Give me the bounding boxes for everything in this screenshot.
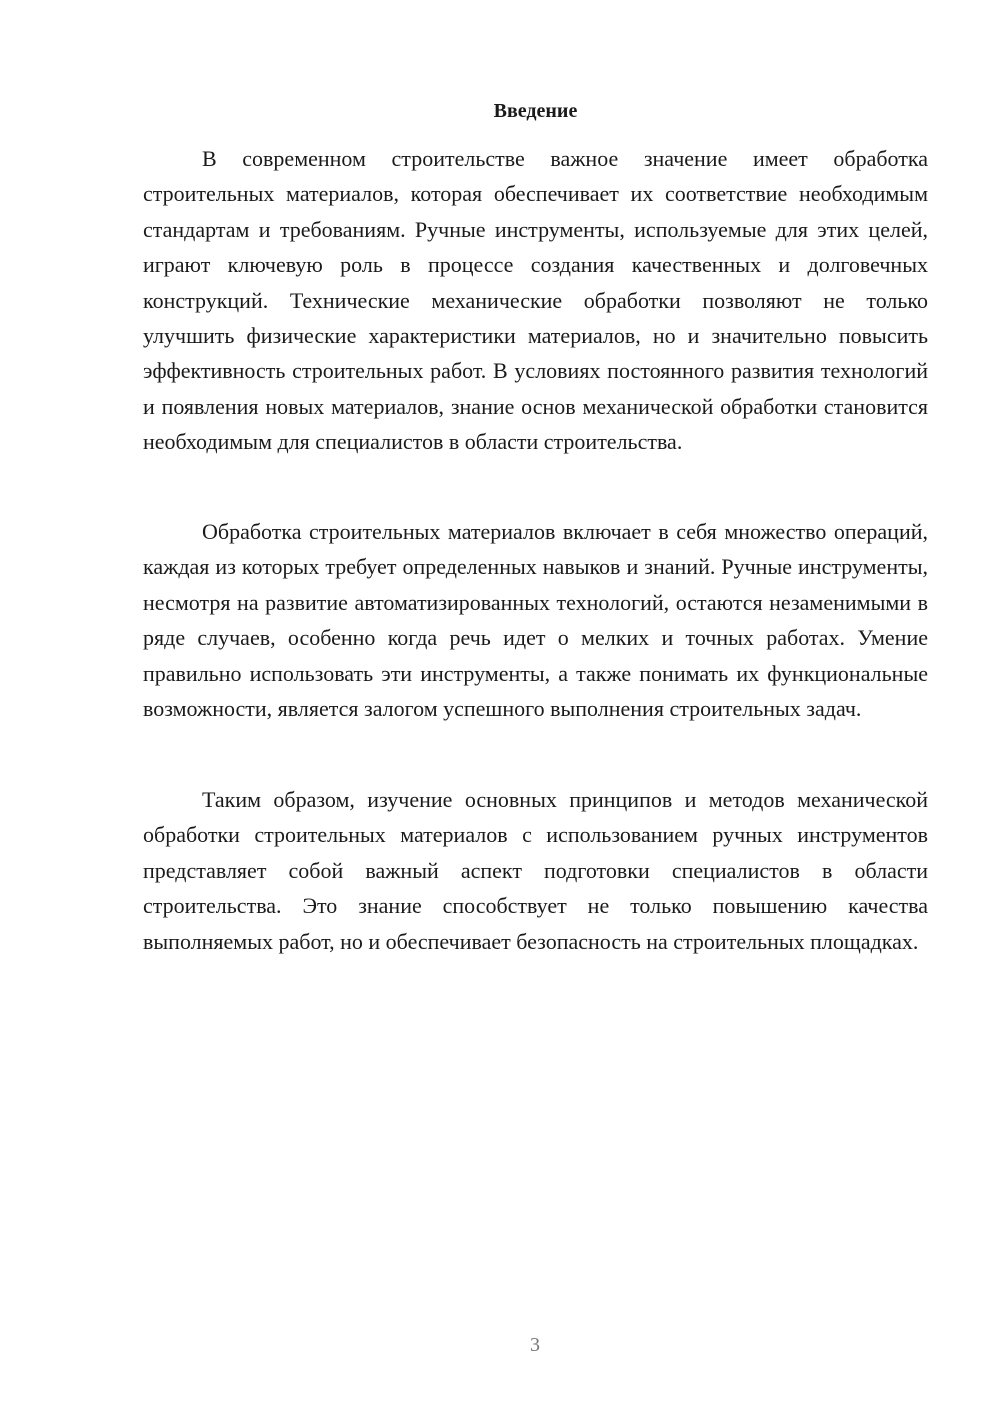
paragraph-1: В современном строительстве важное значение имеет обработка строительных материалов, которая обеспечивает их соответствие необходимым стандартам и требованиям. Ручные инструменты, используемые для этих целей, играют ключевую роль в процессе создания качественных и долговечных конструкций. Технические механические обработки позволяют не только улучшить физические характеристики материалов, но и значительно повысить эффективность строительных работ. В условиях постоянного развития технологий и появления новых материалов, знание основ механической обработки становится необходимым для специалистов в области строительства. — [143, 146, 928, 455]
page-number: 3 — [530, 1334, 540, 1356]
paragraph-2: Обработка строительных материалов включает в себя множество операций, каждая из которых требует определенных навыков и знаний. Ручные инструменты, несмотря на развитие автоматизированных технологий, остаются незаменимыми в ряде случаев, особенно когда речь идет о мелких и точных работах. Умение правильно использовать эти инструменты, а также понимать их функциональные возможности, является залогом успешного выполнения строительных задач. — [143, 519, 928, 722]
section-title: Введение — [493, 100, 578, 122]
paragraph-3: Таким образом, изучение основных принципов и методов механической обработки строительных материалов с использованием ручных инструментов представляет собой важный аспект подготовки специалистов в области строительства. Это знание способствует не только повышению качества выполняемых работ, но и обеспечивает безопасность на строительных площадках. — [143, 787, 928, 954]
